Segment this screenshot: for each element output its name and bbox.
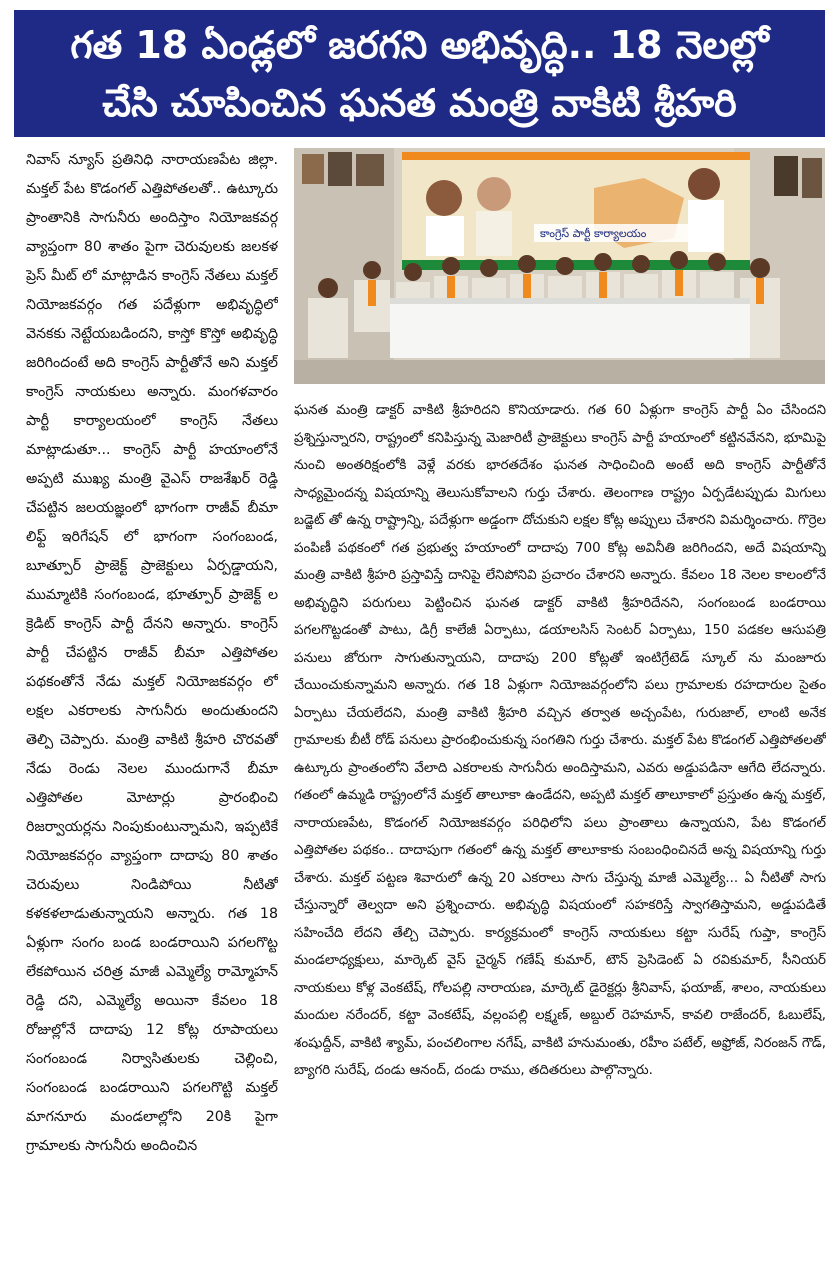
article-right-column xyxy=(294,397,826,1261)
press-meet-photo xyxy=(294,148,825,384)
headline-line-2: చేసి చూపించిన ఘనత మంత్రి వాకిటి శ్రీహరి xyxy=(102,80,737,125)
photo-banner-text: కాంగ్రెస్ పార్టీ కార్యాలయం xyxy=(540,227,647,240)
article-text-right: ఘనత మంత్రి డాక్టర్ వాకిటి శ్రీహరిదని కొనియాడారు. గత 60 ఏళ్లుగా కాంగ్రెస్ పార్టీ ఏం చేసిందని ప్రశ్నిస్తున్నారని, రాష్ట్రంలో కనిపిస్తున్న మెజారిటీ ప్రాజెక్టులు కాంగ్రెస్ పార్టీ హయాంలో కట్టినవేనని, భూమిపై నుంచి అంతరిక్షంలోకి వెళ్లే వరకు భారతదేశం ఘనత సాధించింది అంటే అది కాంగ్రెస్ పార్టీతోనే సాధ్యమైందన్న విషయాన్ని తెలుసుకోవాలని గుర్తు చేశారు. తెలంగాణ రాష్ట్రం ఏర్పడేటప్పుడు మిగులు బడ్జెట్ తో ఉన్న రాష్ట్రాన్ని, పదేళ్లుగా అడ్డంగా దోచుకుని లక్షల కోట్ల అప్పులు చేశారని విమర్శించారు. గొర్రెల పంపిణీ పథకంలో గత ప్రభుత్వ హయాంలో దాదాపు 700 కోట్ల అవినీతి జరిగిందని, అదే విషయాన్ని మంత్రి వాకిటి శ్రీహరి ప్రస్తావిస్తే దానిపై లేనిపోనివి ప్రచారం చేశారని అన్నారు. కేవలం 18 నెలల కాలంలోనే అభివృద్ధిని పరుగులు పెట్టించిన ఘనత డాక్టర్ వాకిటి శ్రీహరిదేనని, సంగంబండ బండరాయి పగలగొట్టడంతో పాటు, డిగ్రీ కాలేజీ ఏర్పాటు, డయాలసిస్ సెంటర్ ఏర్పాటు, 150 పడకల ఆసుపత్రి పనులు జోరుగా సాగుతున్నాయని, దాదాపు 200 కోట్లతో ఇంటిగ్రేటెడ్ స్కూల్ ను మంజూరు చేయించుకున్నామని అన్నారు. గత 18 ఏళ్లుగా నియోజవర్గంలోని పలు గ్రామాలకు రహదారుల సైతం ఏర్పాటు చేయలేదని, మంత్రి వాకిటి శ్రీహరి వచ్చిన తర్వాత అచ్చంపేట, గురుజాల్, లాంటి అనేక గ్రామాలకు బీటీ రోడ్ పనులు ప్రారంభించుకున్న సంగతిని గుర్తు చేశారు. మక్తల్ పేట కొడంగల్ ఎత్తిపోతలతో ఉట్కూరు ప్రాంతంలోని వేలాది ఎకరాలకు సాగునీరు అందిస్తామని, ఎవరు అడ్డుపడినా ఆగేది లేదన్నారు. గతంలో ఉమ్మడి రాష్ట్రంలోనే మక్తల్ తాలూకా ఉండేదని, అప్పటి మక్తల్ తాలూకాలో ప్రస్తుతం ఉన్న మక్తల్, నారాయణపేట, కొడంగల్ నియోజకవర్గం పరిధిలోని పలు ప్రాంతాలు ఉన్నాయని, పేట కొడంగల్ ఎత్తిపోతల పథకం.. దాదాపుగా గతంలో ఉన్న మక్తల్ తాలూకాకు సంబంధించినదే అన్న విషయాన్ని గుర్తు చేశారు. మక్తల్ పట్టణ శివారులో ఉన్న 20 ఎకరాలు సాగు చేస్తున్న మాజీ ఎమ్మెల్యే... ఏ నీటితో సాగు చేస్తున్నారో తెల్వదా అని ప్రశ్నించారు. అభివృద్ధి విషయంలో సహకరిస్తే స్వాగతిస్తామని, అడ్డుపడితే సహించేది లేదని తేల్చి చెప్పారు. కార్యక్రమంలో కాంగ్రెస్ నాయకులు కట్టా సురేష్ గుప్తా, కాంగ్రెస్ మండలాధ్యక్షులు, మార్కెట్ వైస్ చైర్మన్ గణేష్ కుమార్, టౌన్ ప్రెసిడెంట్ ఏ రవికుమార్, సీనియర్ నాయకులు కోళ్ల వెంకటేష్, గోలపల్లి నారాయణ, మార్కెట్ డైరెక్టర్లు శ్రీనివాస్, ఫయాజ్, శాలం, నాయకులు మందుల నరేందర్, కట్టా వెంకటేష్, వల్లంపల్లి లక్ష్మణ్, అబ్దుల్ రెహమాన్, కావలి రాజేందర్, ఓబులేష్, శంషుద్దీన్, వాకిటి శ్యామ్, పంచలింగాల నగేష్, వాకిటి హనుమంతు, రహీం పటేల్, అఫ్రోజ్, నిరంజన్ గౌడ్, బ్యాగరి సురేష్, దండు ఆనంద్, దండు రాము, తదితరులు పాల్గొన్నారు. xyxy=(294,403,826,1078)
article-text-left: నివాస్ న్యూస్ ప్రతినిధి నారాయణపేట జిల్లా. మక్తల్ పేట కొడంగల్ ఎత్తిపోతలతో.. ఉట్కూరు ప్రాంతానికి సాగునీరు అందిస్తాం నియోజకవర్గ వ్యాప్తంగా 80 శాతం పైగా చెరువులకు జలకళ ప్రెస్ మీట్ లో మాట్లాడిన కాంగ్రెస్ నేతలు మక్తల్ నియోజకవర్గం గత పదేళ్లుగా అభివృద్ధిలో వెనకకు నెట్టేయబడిందని, కాస్తో కొస్తో అభివృద్ధి జరిగిందంటే అది కాంగ్రెస్ పార్టీతోనే అని మక్తల్ కాంగ్రెస్ నాయకులు అన్నారు. మంగళవారం పార్టీ కార్యాలయంలో కాంగ్రెస్ నేతలు మాట్లాడుతూ... కాంగ్రెస్ పార్టీ హయాంలోనే అప్పటి ముఖ్య మంత్రి వైఎస్ రాజశేఖర్ రెడ్డి చేపట్టిన జలయజ్ఞంలో భాగంగా రాజీవ్ బీమా లిఫ్ట్ ఇరిగేషన్ లో భాగంగా సంగంబండ, బూత్పూర్ ప్రాజెక్ట్ ప్రాజెక్టులు ఏర్పడ్డాయని, ముమ్మాటికి సంగంబండ, భూత్పూర్ ప్రాజెక్ట్ ల క్రెడిట్ కాంగ్రెస్ పార్టీ దేనని అన్నారు. కాంగ్రెస్ పార్టీ చేపట్టిన రాజీవ్ బీమా ఎత్తిపోతల పథకంతోనే నేడు మక్తల్ నియోజకవర్గం లో లక్షల ఎకరాలకు సాగునీరు అందుతుందని తెల్పి చెప్పారు. మంత్రి వాకిటి శ్రీహరి చొరవతో నేడు రెండు నెలల ముందుగానే బీమా ఎత్తిపోతల మోటార్లు ప్రారంభించి రిజర్వాయర్లను నింపుకుంటున్నామని, ఇప్పటికే నియోజకవర్గం వ్యాప్తంగా దాదాపు 80 శాతం చెరువులు నిండిపోయి నీటితో కళకళలాడుతున్నాయని అన్నారు. గత 18 ఏళ్లుగా సంగం బండ బండరాయిని పగలగొట్ట లేకపోయిన చరిత్ర మాజీ ఎమ్మెల్యే రామ్మోహన్ రెడ్డి దని, ఎమ్మెల్యే అయినా కేవలం 18 రోజుల్లోనే దాదాపు 12 కోట్ల రూపాయలు సంగంబండ నిర్వాసితులకు చెల్లించి, సంగంబండ బండరాయిని పగలగొట్టి మక్తల్ మాగనూరు మండలాల్లోని 20కి పైగా గ్రామాలకు సాగునీరు అందించిన xyxy=(26,152,278,1154)
article-left-column xyxy=(26,146,278,1261)
headline-banner xyxy=(14,10,825,137)
headline-line-1: గత 18 ఏండ్లలో జరగని అభివృద్ధి.. 18 నెలల్లో xyxy=(70,22,769,67)
press-meet-photo-graphic xyxy=(294,148,825,384)
